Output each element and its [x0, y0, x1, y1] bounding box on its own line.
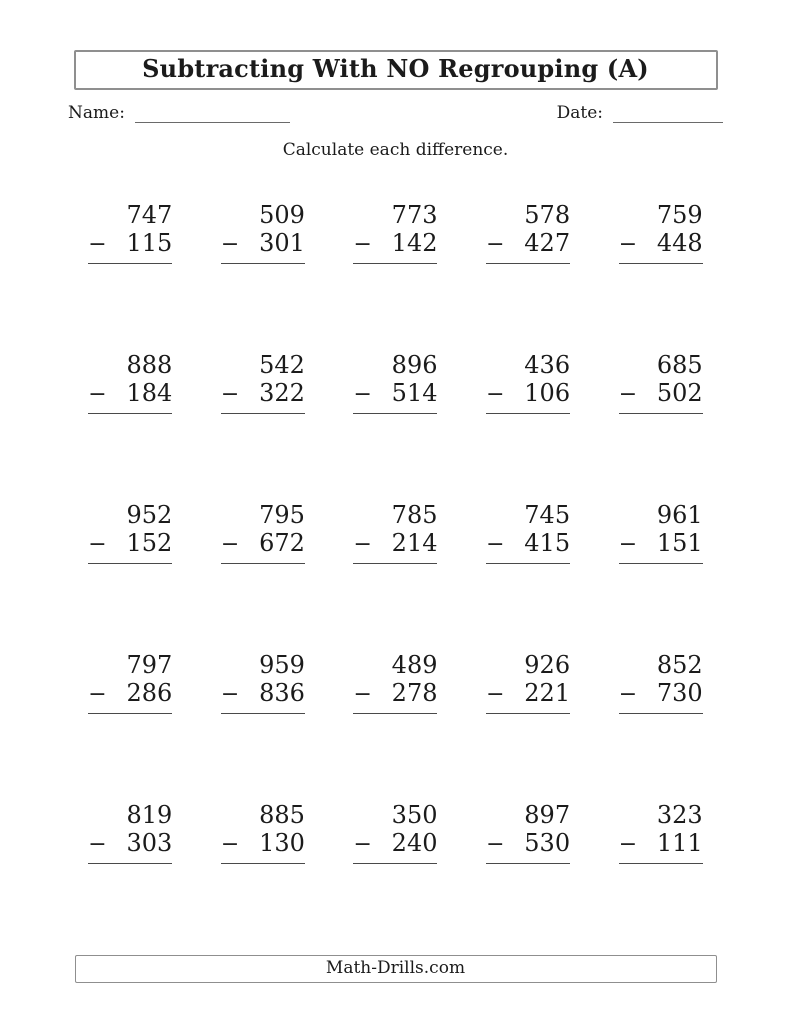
problem-cell [197, 501, 330, 564]
subtraction-problem [486, 351, 570, 414]
subtrahend-row [619, 679, 703, 714]
minus-sign: − [486, 532, 505, 557]
date-field [557, 102, 723, 123]
subtraction-problem [221, 801, 305, 864]
problem-cell [462, 501, 595, 564]
subtraction-problem [619, 201, 703, 264]
minuend: 323 [656, 801, 703, 829]
subtraction-problem [353, 501, 437, 564]
problem-cell [594, 501, 727, 564]
minuend: 961 [656, 501, 703, 529]
subtraction-problem [353, 351, 437, 414]
subtrahend-row [486, 829, 570, 864]
footer-site-name: Math-Drills.com [325, 958, 466, 978]
minus-sign: − [486, 232, 505, 257]
minuend: 350 [391, 801, 438, 829]
subtraction-problem [486, 501, 570, 564]
minuend: 578 [524, 201, 571, 229]
subtrahend: 303 [126, 829, 173, 857]
date-blank-line [613, 102, 723, 123]
minuend: 436 [524, 351, 571, 379]
subtrahend: 115 [126, 229, 173, 257]
subtrahend: 111 [656, 829, 703, 857]
subtrahend-row [88, 379, 172, 414]
subtraction-problem [88, 651, 172, 714]
minus-sign: − [220, 682, 240, 707]
minuend: 952 [126, 501, 173, 529]
minus-sign: − [486, 832, 505, 857]
subtrahend-row [486, 379, 570, 414]
subtraction-problem [619, 501, 703, 564]
subtrahend-row [619, 529, 703, 564]
minus-sign: − [88, 232, 107, 257]
minus-sign: − [353, 832, 372, 857]
page-title: Subtracting With NO Regrouping (A) [142, 54, 649, 83]
subtrahend: 502 [656, 379, 703, 407]
subtrahend: 672 [259, 529, 305, 557]
subtrahend: 301 [259, 229, 305, 257]
subtrahend-row [486, 679, 570, 714]
problem-cell [594, 801, 727, 864]
minuend: 896 [391, 351, 438, 379]
subtrahend: 286 [126, 679, 173, 707]
subtrahend: 427 [524, 229, 571, 257]
minus-sign: − [353, 232, 372, 257]
minuend: 926 [524, 651, 571, 679]
subtrahend-row [88, 679, 172, 714]
subtrahend-row [353, 229, 437, 264]
problem-cell [594, 351, 727, 414]
minuend: 745 [524, 501, 571, 529]
subtraction-problem [88, 351, 172, 414]
problem-cell [329, 651, 462, 714]
minus-sign: − [88, 682, 107, 707]
minuend: 785 [391, 501, 438, 529]
minus-sign: − [220, 232, 240, 257]
subtrahend: 130 [259, 829, 305, 857]
problem-cell [197, 201, 330, 264]
subtrahend-row [221, 529, 305, 564]
name-field [68, 102, 290, 123]
problem-cell [197, 801, 330, 864]
worksheet-title-box [74, 50, 718, 90]
minus-sign: − [220, 532, 240, 557]
subtrahend-row [221, 379, 305, 414]
problem-cell [594, 201, 727, 264]
subtrahend: 278 [391, 679, 438, 707]
minus-sign: − [220, 832, 240, 857]
minus-sign: − [88, 532, 107, 557]
minus-sign: − [220, 382, 240, 407]
minuend: 759 [656, 201, 703, 229]
subtraction-problem [619, 801, 703, 864]
problem-cell [462, 201, 595, 264]
subtrahend-row [486, 529, 570, 564]
problem-cell [462, 351, 595, 414]
subtraction-problem [88, 201, 172, 264]
minuend: 897 [524, 801, 571, 829]
minuend: 885 [259, 801, 305, 829]
subtrahend-row [88, 529, 172, 564]
minuend: 747 [126, 201, 173, 229]
subtrahend: 221 [524, 679, 571, 707]
subtrahend: 151 [656, 529, 703, 557]
subtrahend: 448 [656, 229, 703, 257]
minuend: 542 [259, 351, 305, 379]
minus-sign: − [486, 382, 505, 407]
minus-sign: − [618, 832, 638, 857]
minus-sign: − [618, 532, 638, 557]
minus-sign: − [618, 232, 638, 257]
problem-cell [594, 651, 727, 714]
problem-cell [329, 501, 462, 564]
minus-sign: − [353, 382, 372, 407]
subtrahend: 214 [391, 529, 438, 557]
minuend: 489 [391, 651, 438, 679]
subtrahend: 184 [126, 379, 173, 407]
minuend: 852 [656, 651, 703, 679]
subtrahend: 514 [391, 379, 438, 407]
subtrahend: 106 [524, 379, 571, 407]
subtrahend: 322 [259, 379, 305, 407]
subtrahend: 240 [391, 829, 438, 857]
minuend: 888 [126, 351, 173, 379]
subtrahend-row [353, 829, 437, 864]
subtrahend: 730 [656, 679, 703, 707]
subtrahend-row [353, 529, 437, 564]
problem-cell [462, 801, 595, 864]
subtrahend-row [221, 679, 305, 714]
minuend: 795 [259, 501, 305, 529]
minuend: 773 [391, 201, 438, 229]
subtraction-problem [486, 201, 570, 264]
instruction-text: Calculate each difference. [282, 140, 509, 160]
subtrahend-row [619, 379, 703, 414]
subtraction-problem [486, 651, 570, 714]
subtraction-problem [221, 351, 305, 414]
minus-sign: − [353, 532, 372, 557]
name-blank-line [135, 102, 290, 123]
problem-cell [329, 351, 462, 414]
subtraction-problem [221, 201, 305, 264]
minuend: 819 [126, 801, 173, 829]
subtrahend-row [353, 679, 437, 714]
problem-cell [329, 801, 462, 864]
subtrahend-row [221, 229, 305, 264]
minus-sign: − [88, 832, 107, 857]
problems-grid [64, 201, 727, 864]
subtrahend: 415 [524, 529, 571, 557]
subtrahend-row [486, 229, 570, 264]
problem-cell [64, 201, 197, 264]
subtrahend-row [353, 379, 437, 414]
subtraction-problem [353, 201, 437, 264]
problem-cell [64, 501, 197, 564]
date-label: Date: [556, 103, 603, 123]
subtrahend-row [221, 829, 305, 864]
footer-box [75, 955, 717, 983]
header-fields [68, 102, 723, 123]
subtraction-problem [221, 651, 305, 714]
subtrahend-row [619, 229, 703, 264]
subtrahend: 152 [126, 529, 173, 557]
subtraction-problem [88, 501, 172, 564]
problem-cell [64, 651, 197, 714]
subtrahend-row [88, 229, 172, 264]
subtraction-problem [619, 351, 703, 414]
subtraction-problem [353, 651, 437, 714]
minus-sign: − [618, 682, 638, 707]
minus-sign: − [353, 682, 372, 707]
subtrahend: 142 [391, 229, 438, 257]
subtrahend: 836 [259, 679, 305, 707]
minus-sign: − [486, 682, 505, 707]
problem-cell [197, 651, 330, 714]
problem-cell [462, 651, 595, 714]
subtraction-problem [353, 801, 437, 864]
minus-sign: − [618, 382, 638, 407]
problem-cell [64, 801, 197, 864]
minuend: 509 [259, 201, 305, 229]
subtrahend: 530 [524, 829, 571, 857]
problem-cell [64, 351, 197, 414]
minuend: 685 [656, 351, 703, 379]
problem-cell [329, 201, 462, 264]
name-label: Name: [68, 103, 125, 123]
subtraction-problem [486, 801, 570, 864]
minuend: 959 [259, 651, 305, 679]
subtraction-problem [88, 801, 172, 864]
minuend: 797 [126, 651, 173, 679]
problem-cell [197, 351, 330, 414]
subtraction-problem [619, 651, 703, 714]
subtrahend-row [88, 829, 172, 864]
minus-sign: − [88, 382, 107, 407]
subtrahend-row [619, 829, 703, 864]
subtraction-problem [221, 501, 305, 564]
